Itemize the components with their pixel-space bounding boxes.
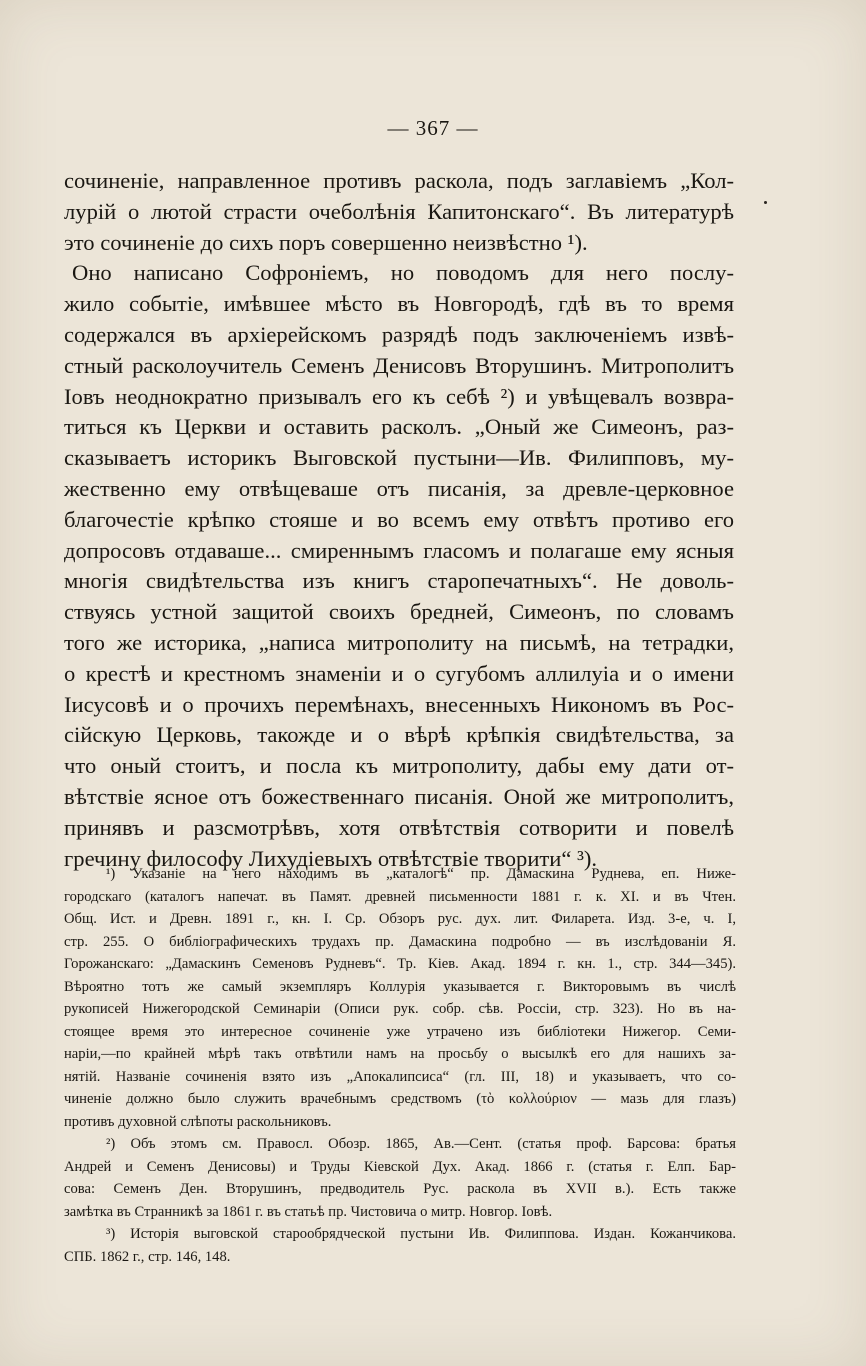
footnote-line: ²) Объ этомъ см. Правосл. Обозр. 1865, Ав.—Сент. (статья проф. Барсова: братья	[106, 1136, 736, 1152]
main-text-line: титься къ Церкви и оставить расколъ. „Оный же Симеонъ, раз-	[64, 414, 734, 440]
footnote-line: Горожанскаго: „Дамаскинъ Семеновъ Рудневъ“. Тр. Кіев. Акад. 1894 г. кн. 1., стр. 344—345).	[64, 956, 736, 972]
footnote-line: СПБ. 1862 г., стр. 146, 148.	[64, 1248, 231, 1265]
main-text-line: благочестіе крѣпко стояше и во всемъ ему отвѣтъ противо его	[64, 506, 734, 532]
footnote-line: Общ. Ист. и Древн. 1891 г., кн. I. Ср. Обзоръ рус. дух. лит. Филарета. Изд. 3-е, ч. I,	[64, 911, 736, 927]
footnote-line: чиненіе должно было служить врачебнымъ средствомъ (τὸ κολλούριον — мазь для глазъ)	[64, 1091, 736, 1107]
footnote-line: ¹) Указаніе на него находимъ въ „каталогѣ“ пр. Дамаскина Руднева, еп. Ниже-	[106, 866, 736, 882]
main-text-line: жественно ему отвѣщеваше отъ писанія, за древле-церковное	[64, 475, 734, 501]
footnote-line: рукописей Нижегородской Семинаріи (Описи рук. собр. сѣв. Россіи, стр. 323). Но въ на-	[64, 1001, 736, 1017]
main-text-line: содержался въ архіерейскомъ разрядѣ подъ заключеніемъ извѣ-	[64, 321, 734, 347]
main-text-line: ствуясь устной защитой своихъ бредней, Симеонъ, по словамъ	[64, 599, 734, 625]
main-text-line: сочиненіе, направленное противъ раскола, подъ заглавіемъ „Кол-	[64, 168, 734, 193]
main-text-line: стный расколоучитель Семенъ Денисовъ Вторушинъ. Митрополитъ	[64, 352, 734, 378]
footnote-line: ³) Исторія выговской старообрядческой пустыни Ив. Филиппова. Издан. Кожанчикова.	[106, 1226, 736, 1242]
main-text-line: Оно написано Софроніемъ, но поводомъ для него послу-	[72, 260, 734, 286]
footnote-line: городскаго (каталогъ напечат. въ Памят. древней письменности 1881 г. к. XI. и въ Чтен.	[64, 888, 736, 905]
main-text-line: того же историка, „написа митрополиту на письмѣ, на тетрадки,	[64, 629, 734, 655]
footnote-line: нятій. Названіе сочиненія взято изъ „Апокалипсиса“ (гл. III, 18) и указываетъ, что со-	[64, 1068, 736, 1085]
footnote-line: Андрей и Семенъ Денисовы) и Труды Кіевской Дух. Акад. 1866 г. (статья г. Елп. Бар-	[64, 1158, 736, 1175]
page-number: — 367 —	[387, 116, 479, 140]
main-text-line: жило событіе, имѣвшее мѣсто въ Новгородѣ, гдѣ въ то время	[64, 291, 734, 317]
footnote-line: противъ духовной слѣпоты раскольниковъ.	[64, 1113, 332, 1130]
footnotes	[64, 863, 736, 1268]
main-text-line: многія свидѣтельства изъ книгъ старопечатныхъ“. Не доволь-	[64, 568, 734, 594]
main-text-line: что оный стоитъ, и посла къ митрополиту, дабы ему дати от-	[64, 753, 734, 779]
footnote-line: Вѣроятно тотъ же самый экземпляръ Коллурія указывается г. Викторовымъ въ числѣ	[64, 978, 736, 995]
main-text-line: Іовъ неоднократно призывалъ его къ себѣ ²) и увѣщевалъ возвра-	[64, 383, 734, 409]
footnote-line: стоящее время это интересное сочиненіе уже утрачено изъ библіотеки Нижегор. Семи-	[64, 1023, 736, 1040]
footnote-line: сова: Семенъ Ден. Вторушинъ, предводитель Рус. раскола въ XVII в.). Есть также	[64, 1181, 736, 1197]
footnote-line: стр. 255. О библіографическихъ трудахъ пр. Дамаскина подробно — въ изслѣдованіи Я.	[64, 933, 736, 950]
footnote-line: наріи,—по крайней мѣрѣ такъ отвѣтили намъ на просьбу о высылкѣ его для нашихъ за-	[64, 1046, 736, 1062]
main-text-line: вѣтствіе ясное отъ божественнаго писанія. Оной же митрополитъ,	[64, 783, 734, 809]
main-text-line: это сочиненіе до сихъ поръ совершенно неизвѣстно ¹).	[64, 229, 588, 255]
ink-speck	[764, 201, 767, 204]
main-text-line: Іисусовѣ и о прочихъ перемѣнахъ, внесенныхъ Никономъ въ Рос-	[64, 691, 734, 717]
main-text-line: сійскую Церковь, такожде и о вѣрѣ крѣпкія свидѣтельства, за	[64, 722, 734, 748]
main-text-line: о крестѣ и крестномъ знаменіи и о сугубомъ аллилуіа и о имени	[64, 660, 734, 686]
main-text	[64, 166, 734, 874]
main-text-line: лурій о лютой страсти очеболѣнія Капитонскаго“. Въ литературѣ	[64, 198, 734, 224]
main-text-line: допросовъ отдаваше... смиреннымъ гласомъ и полагаше ему ясныя	[64, 537, 734, 563]
main-text-line: сказываетъ историкъ Выговской пустыни—Ив. Филипповъ, му-	[64, 445, 734, 471]
footnote-line: замѣтка въ Странникѣ за 1861 г. въ статьѣ пр. Чистовича о митр. Новгор. Іовѣ.	[64, 1203, 553, 1220]
main-text-line: принявъ и разсмотрѣвъ, хотя отвѣтствія сотворити и повелѣ	[64, 814, 734, 840]
main-text-line: гречину философу Лихудіевыхъ отвѣтствіе творити“ ³).	[64, 845, 598, 871]
